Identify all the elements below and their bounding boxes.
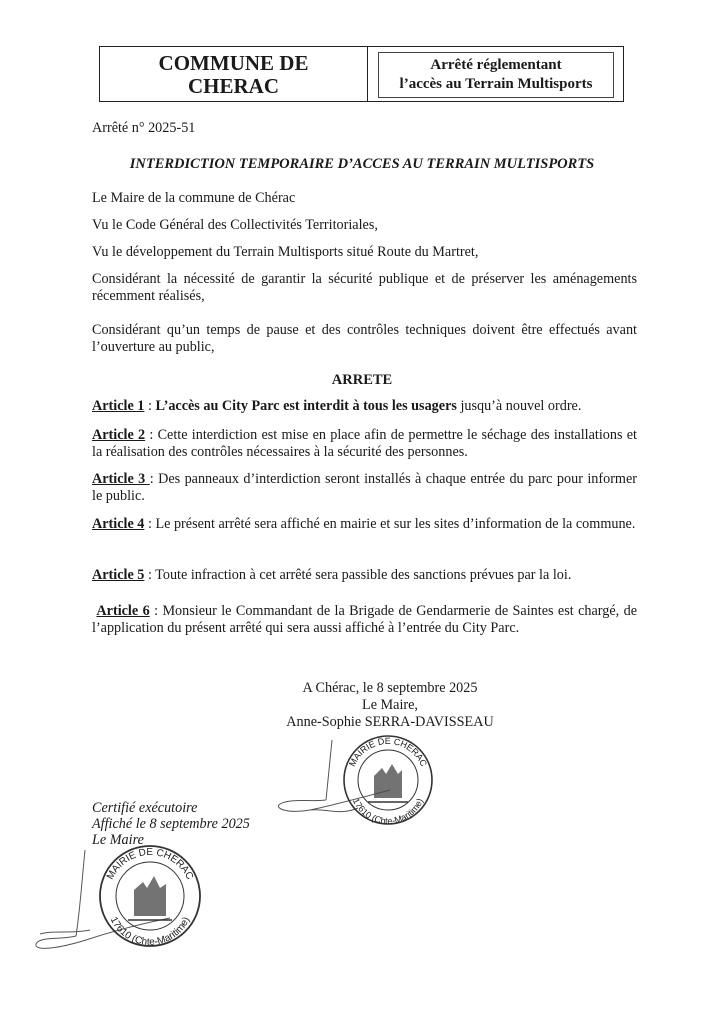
decree-subject-box <box>378 52 614 98</box>
signature-block <box>240 680 540 731</box>
article-5 <box>92 567 637 584</box>
certification-stamp-top-text: MAIRIE DE CHERAC <box>104 846 196 882</box>
certification-line-3: Le Maire <box>92 832 144 848</box>
article-6 <box>92 603 637 637</box>
svg-text:17610 (Chte-Maritime) <box>351 797 425 826</box>
mayor-stamp-bottom-text: 17610 (Chte-Maritime) <box>350 796 426 827</box>
article-5-label: Article 5 <box>92 567 145 583</box>
preamble-vu-terrain: Vu le développement du Terrain Multisports situé Route du Martret, <box>92 244 479 260</box>
article-2 <box>92 427 637 461</box>
article-3-label: Article 3 <box>92 471 150 487</box>
article-6-label: Article 6 <box>96 603 150 619</box>
article-2-sep: : <box>145 427 158 443</box>
article-3-text: Des panneaux d’interdiction seront installés à chaque entrée du parc pour informer le public. <box>92 471 637 504</box>
certification-line-1: Certifié exécutoire <box>92 800 198 816</box>
article-1-bold-text: L’accès au City Parc est interdit à tous les usagers <box>155 398 457 414</box>
article-2-text: Cette interdiction est mise en place afin de permettre le séchage des installations et la réalisation des contrôles nécessaires à la sécurité des personnes. <box>92 427 637 460</box>
svg-text:MAIRIE DE CHERAC <box>105 847 195 882</box>
signature-role: Le Maire, <box>362 697 418 713</box>
mayor-stamp <box>344 736 432 826</box>
article-6-sep: : <box>149 603 163 619</box>
certification-line-2: Affiché le 8 septembre 2025 <box>92 816 250 832</box>
article-4-text: Le présent arrêté sera affiché en mairie et sur les sites d’information de la commune. <box>155 516 636 532</box>
commune-line-2: CHERAC <box>187 74 279 98</box>
article-5-sep: : <box>144 567 156 583</box>
article-5-text: Toute infraction à cet arrêté sera passible des sanctions prévues par la loi. <box>155 567 572 583</box>
preamble-vu-code: Vu le Code Général des Collectivités Territoriales, <box>92 217 378 233</box>
arrete-heading: ARRETE <box>331 372 393 388</box>
certification-stamp-bottom-text: 17610 (Chte-Maritime) <box>107 915 193 949</box>
article-3 <box>92 471 637 505</box>
decree-number: Arrêté n° 2025-51 <box>92 120 196 136</box>
commune-line-1: COMMUNE DE <box>158 51 309 75</box>
decree-title: INTERDICTION TEMPORAIRE D’ACCES AU TERRAIN MULTISPORTS <box>129 156 595 172</box>
subject-line-2: l’accès au Terrain Multisports <box>399 76 593 92</box>
signature-place-date: A Chérac, le 8 septembre 2025 <box>302 680 478 696</box>
preamble-considerant-securite: Considérant la nécessité de garantir la sécurité publique et de préserver les aménagements récemment réalisés, <box>92 271 637 304</box>
mayor-signature-and-stamp <box>270 730 450 840</box>
certification-stamp <box>100 846 200 948</box>
header-box <box>99 46 624 102</box>
preamble-considerant-controles: Considérant qu’un temps de pause et des contrôles techniques doivent être effectués avant l’ouverture au public, <box>92 322 637 355</box>
preamble-maire: Le Maire de la commune de Chérac <box>92 190 296 206</box>
article-1-text: jusqu’à nouvel ordre. <box>456 398 582 414</box>
article-4 <box>92 516 637 533</box>
article-3-sep: : <box>149 471 159 487</box>
article-1-sep: : <box>144 398 156 414</box>
article-1-label: Article 1 <box>92 398 145 414</box>
commune-name <box>100 47 368 101</box>
article-4-sep: : <box>144 516 156 532</box>
mayor-signature-scribble <box>278 740 390 812</box>
subject-line-1: Arrêté réglementant <box>430 57 562 73</box>
svg-text:MAIRIE DE CHERAC <box>347 736 429 768</box>
certification-signature-and-stamp <box>30 840 230 970</box>
article-4-label: Article 4 <box>92 516 145 532</box>
mayor-stamp-top-text: MAIRIE DE CHERAC <box>347 735 429 768</box>
article-6-text: Monsieur le Commandant de la Brigade de Gendarmerie de Saintes est chargé, de l’application du présent arrêté qui sera aussi affiché à l’entrée du City Parc. <box>92 603 637 636</box>
signature-name: Anne-Sophie SERRA-DAVISSEAU <box>286 714 494 730</box>
article-2-label: Article 2 <box>92 427 146 443</box>
article-1 <box>92 398 637 415</box>
